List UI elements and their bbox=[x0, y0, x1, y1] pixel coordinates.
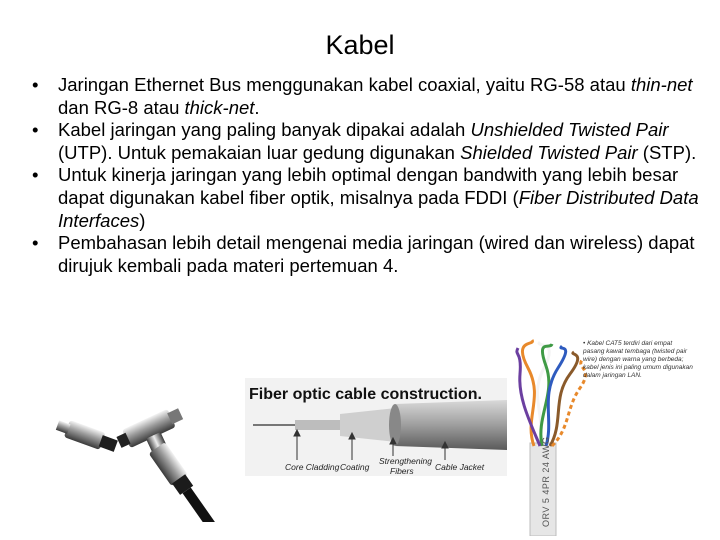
bullet-text: (UTP). Untuk pemakaian luar gedung digunakan bbox=[58, 141, 461, 163]
fiber-diagram-title: Fiber optic cable construction. bbox=[249, 386, 482, 403]
utp-jacket-print: ORV 5 4PR 24 AWG bbox=[541, 436, 551, 527]
label-cable-jacket: Cable Jacket bbox=[435, 462, 485, 472]
bullet-text: Jaringan Ethernet Bus menggunakan kabel coaxial, yaitu RG-58 atau bbox=[58, 74, 631, 95]
bullet-italic-text: Fiber Distributed Data Interfaces bbox=[58, 186, 699, 231]
fiber-optic-diagram bbox=[245, 378, 507, 476]
bullet-text: Untuk kinerja jaringan yang lebih optimal dengan bandwith yang lebih besar dapat digunakan kabel fiber optik, misalnya pada FDDI ( bbox=[58, 164, 679, 208]
bullet-italic-text: thin-net bbox=[630, 74, 693, 95]
bullet-text: (STP). bbox=[637, 141, 697, 163]
bullet-text: Pembahasan lebih detail mengenai media jaringan (wired dan wireless) dapat dirujuk kembali pada materi pertemuan 4. bbox=[58, 232, 695, 276]
bullet-italic-text: thick-net bbox=[184, 96, 255, 118]
bullet-italic-text: Shielded Twisted Pair bbox=[460, 141, 638, 163]
bullet-item bbox=[30, 74, 700, 119]
label-fibers: Fibers bbox=[390, 466, 414, 476]
bullet-text: dan RG-8 atau bbox=[58, 96, 185, 118]
utp-caption: • Kabel CAT5 terdiri dari empat pasang kawat tembaga (twisted pair wire) dengan warna yang berbeda; kabel jenis ini paling umum digunakan dalam jaringan LAN. bbox=[583, 340, 693, 379]
slide-title: Kabel bbox=[325, 30, 395, 60]
label-strengthening: Strengthening bbox=[379, 456, 432, 466]
coaxial-connector-image bbox=[50, 372, 245, 522]
bullet-text: Kabel jaringan yang paling banyak dipakai adalah bbox=[58, 119, 471, 141]
bullet-item bbox=[30, 119, 700, 164]
bullet-italic-text: Unshielded Twisted Pair bbox=[470, 119, 669, 141]
bullet-text: . bbox=[254, 96, 260, 118]
label-core-cladding: Core Cladding bbox=[285, 462, 340, 472]
bullet-text: ) bbox=[139, 209, 146, 231]
bullet-item bbox=[30, 232, 700, 277]
bullet-item bbox=[30, 164, 700, 232]
bullet-list bbox=[30, 74, 700, 277]
label-coating: Coating bbox=[340, 462, 370, 472]
